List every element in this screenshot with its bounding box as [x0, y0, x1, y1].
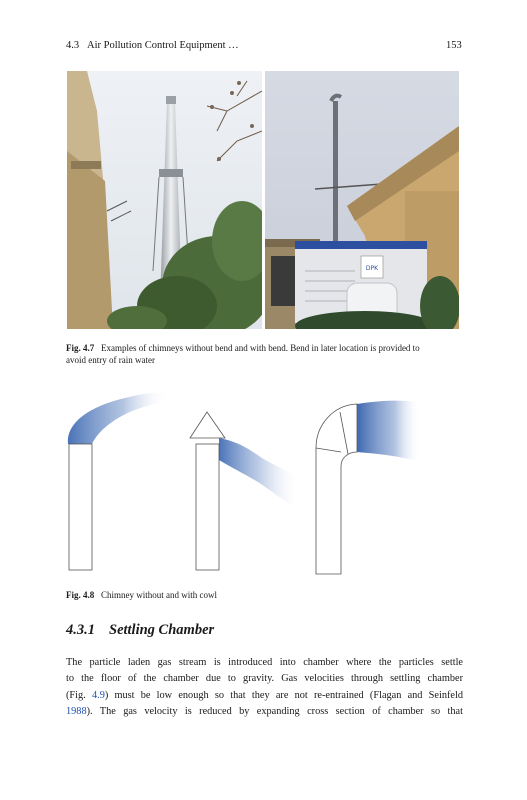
header-section-title: Air Pollution Control Equipment … [87, 40, 239, 51]
photo-chimney-without-bend [67, 71, 262, 329]
section-number: 4.3.1 [66, 622, 95, 638]
paragraph-line-2: to the floor of the chamber due to gravity. Gas velocities through settling chamber [66, 673, 463, 685]
photo-chimney-with-bend-illustration [265, 71, 459, 329]
paragraph-line-3 [66, 688, 463, 704]
photo-chimney-without-bend-illustration [67, 71, 262, 329]
header-section-number: 4.3 [66, 40, 80, 51]
figure-4-9-link[interactable]: 4.9 [91, 689, 105, 701]
page-number: 153 [446, 40, 462, 51]
figure-4-7-caption [66, 342, 466, 366]
citation-1988-link[interactable]: 1988 [66, 706, 87, 718]
section-title: Settling Chamber [109, 622, 215, 638]
chimney-with-cowl [190, 412, 300, 570]
figure-4-7-caption-line1: Examples of chimneys without bend and with bend. Bend in later location is provided to [101, 343, 420, 353]
figure-4-7-caption-line2: avoid entry of rain water [66, 355, 155, 365]
genset-logo-text: DPK [365, 265, 379, 272]
figure-4-8-label: Fig. 4.8 [66, 590, 95, 600]
chimney-with-bend [316, 401, 420, 574]
paragraph-line-3-post: ) must be low enough so that they are not re-entrained (Flagan and Seinfeld [104, 689, 463, 701]
figure-4-8-diagram [0, 380, 527, 585]
figure-4-8-caption-text: Chimney without and with cowl [101, 590, 217, 600]
chimney-without-cowl [68, 392, 168, 570]
paragraph-line-1: The particle laden gas stream is introduced into chamber where the particles settle [66, 657, 463, 668]
paragraph-line-4 [66, 704, 463, 720]
paragraph-line-3-pre: (Fig. [66, 689, 92, 701]
running-header-section [66, 40, 239, 51]
section-heading [66, 622, 214, 639]
paragraph-line-4-post: ). The gas velocity is reduced by expanding cross section of chamber so that [86, 706, 463, 718]
figure-4-7-label: Fig. 4.7 [66, 343, 95, 353]
photo-chimney-with-bend [265, 71, 459, 329]
figure-4-8-caption [66, 589, 217, 601]
body-paragraph [66, 655, 463, 721]
